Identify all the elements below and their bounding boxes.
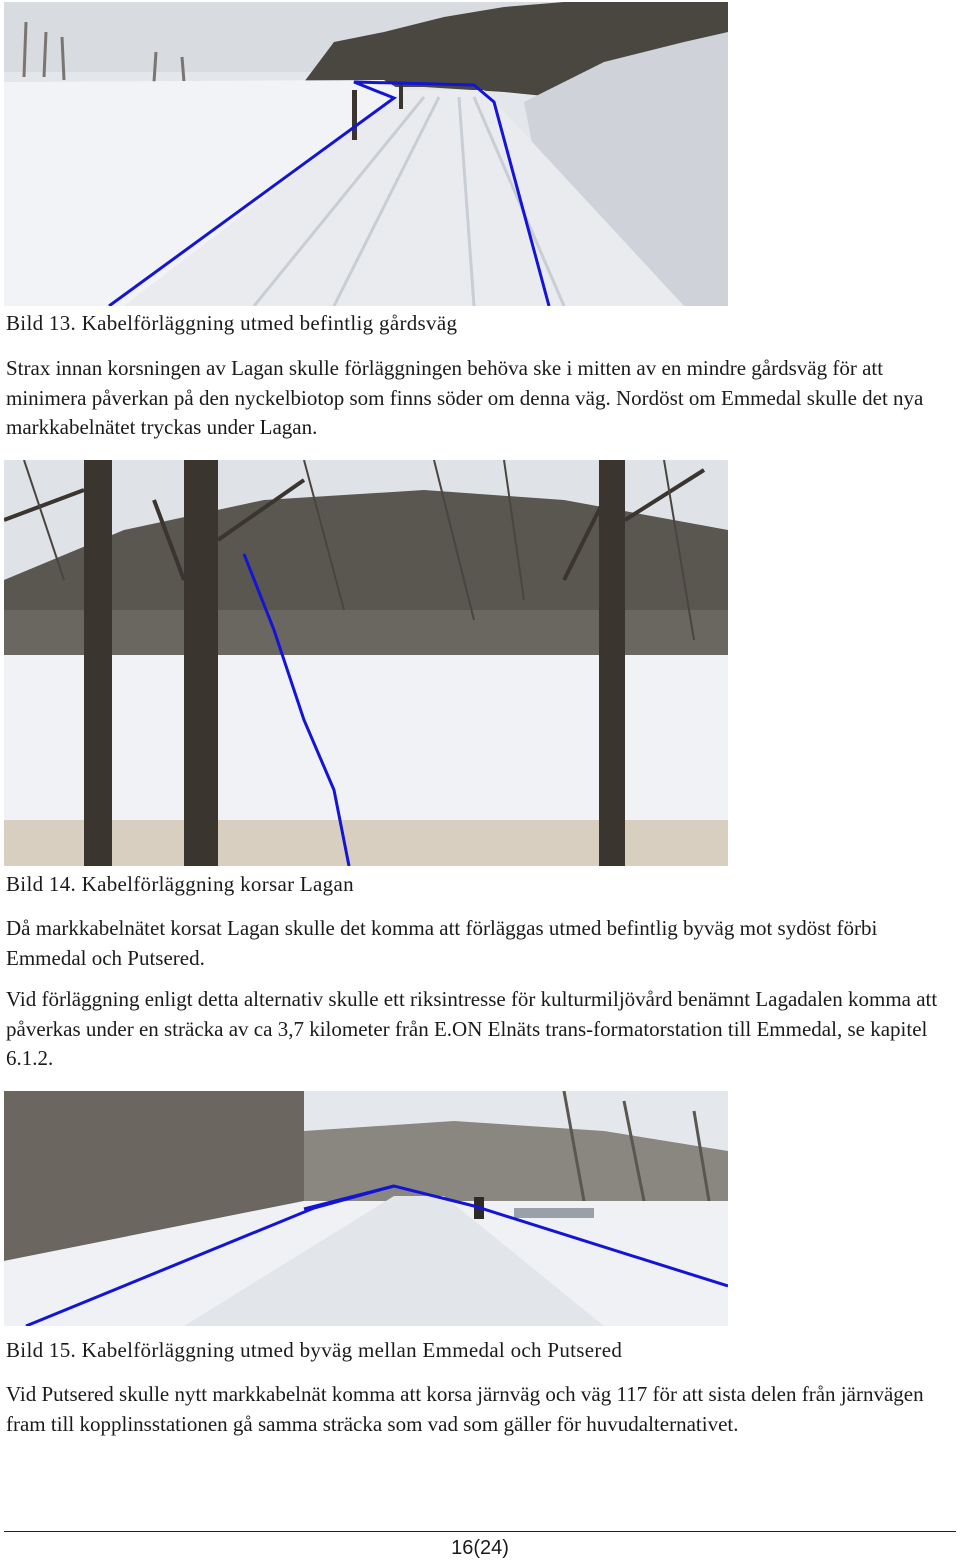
paragraph-riksintresse: Vid förläggning enligt detta alternativ skulle ett riksintresse för kulturmiljövård benämnt Lagadalen komma att påverkas under en sträcka av ca 3,7 kilometer från E.ON Elnäts trans-formatorstation till Emmedal, se kapitel 6.1.2. — [6, 987, 938, 1070]
caption-bild-15: Bild 15. Kabelförläggning utmed byväg mellan Emmedal och Putsered — [6, 1338, 623, 1362]
photo-bild-13-image — [4, 2, 728, 306]
page-number: 16(24) — [451, 1537, 509, 1559]
paragraph-gardsvag: Strax innan korsningen av Lagan skulle förläggningen behöva ske i mitten av en mindre gårdsväg för att minimera påverkan på den nyckelbiotop som finns söder om denna väg. Nordöst om Emmedal skulle det nya markkabelnätet tryckas under Lagan. — [6, 356, 924, 439]
caption-bild-14: Bild 14. Kabelförläggning korsar Lagan — [6, 872, 354, 896]
photo-bild-15-image — [4, 1091, 728, 1326]
photo-bild-13 — [4, 2, 728, 306]
paragraph-korsar-lagan: Då markkabelnätet korsat Lagan skulle det komma att förläggas utmed befintlig byväg mot sydöst förbi Emmedal och Putsered. — [6, 916, 878, 970]
caption-bild-13: Bild 13. Kabelförläggning utmed befintlig gårdsväg — [6, 311, 458, 335]
footer-divider — [4, 1531, 956, 1532]
photo-bild-14-image — [4, 460, 728, 866]
photo-bild-14 — [4, 460, 728, 866]
paragraph-putsered: Vid Putsered skulle nytt markkabelnät komma att korsa järnväg och väg 117 för att sista delen från järnvägen fram till kopplinsstationen gå samma sträcka som vad som gäller för huvudalternativet. — [6, 1382, 924, 1436]
photo-bild-15 — [4, 1091, 728, 1326]
